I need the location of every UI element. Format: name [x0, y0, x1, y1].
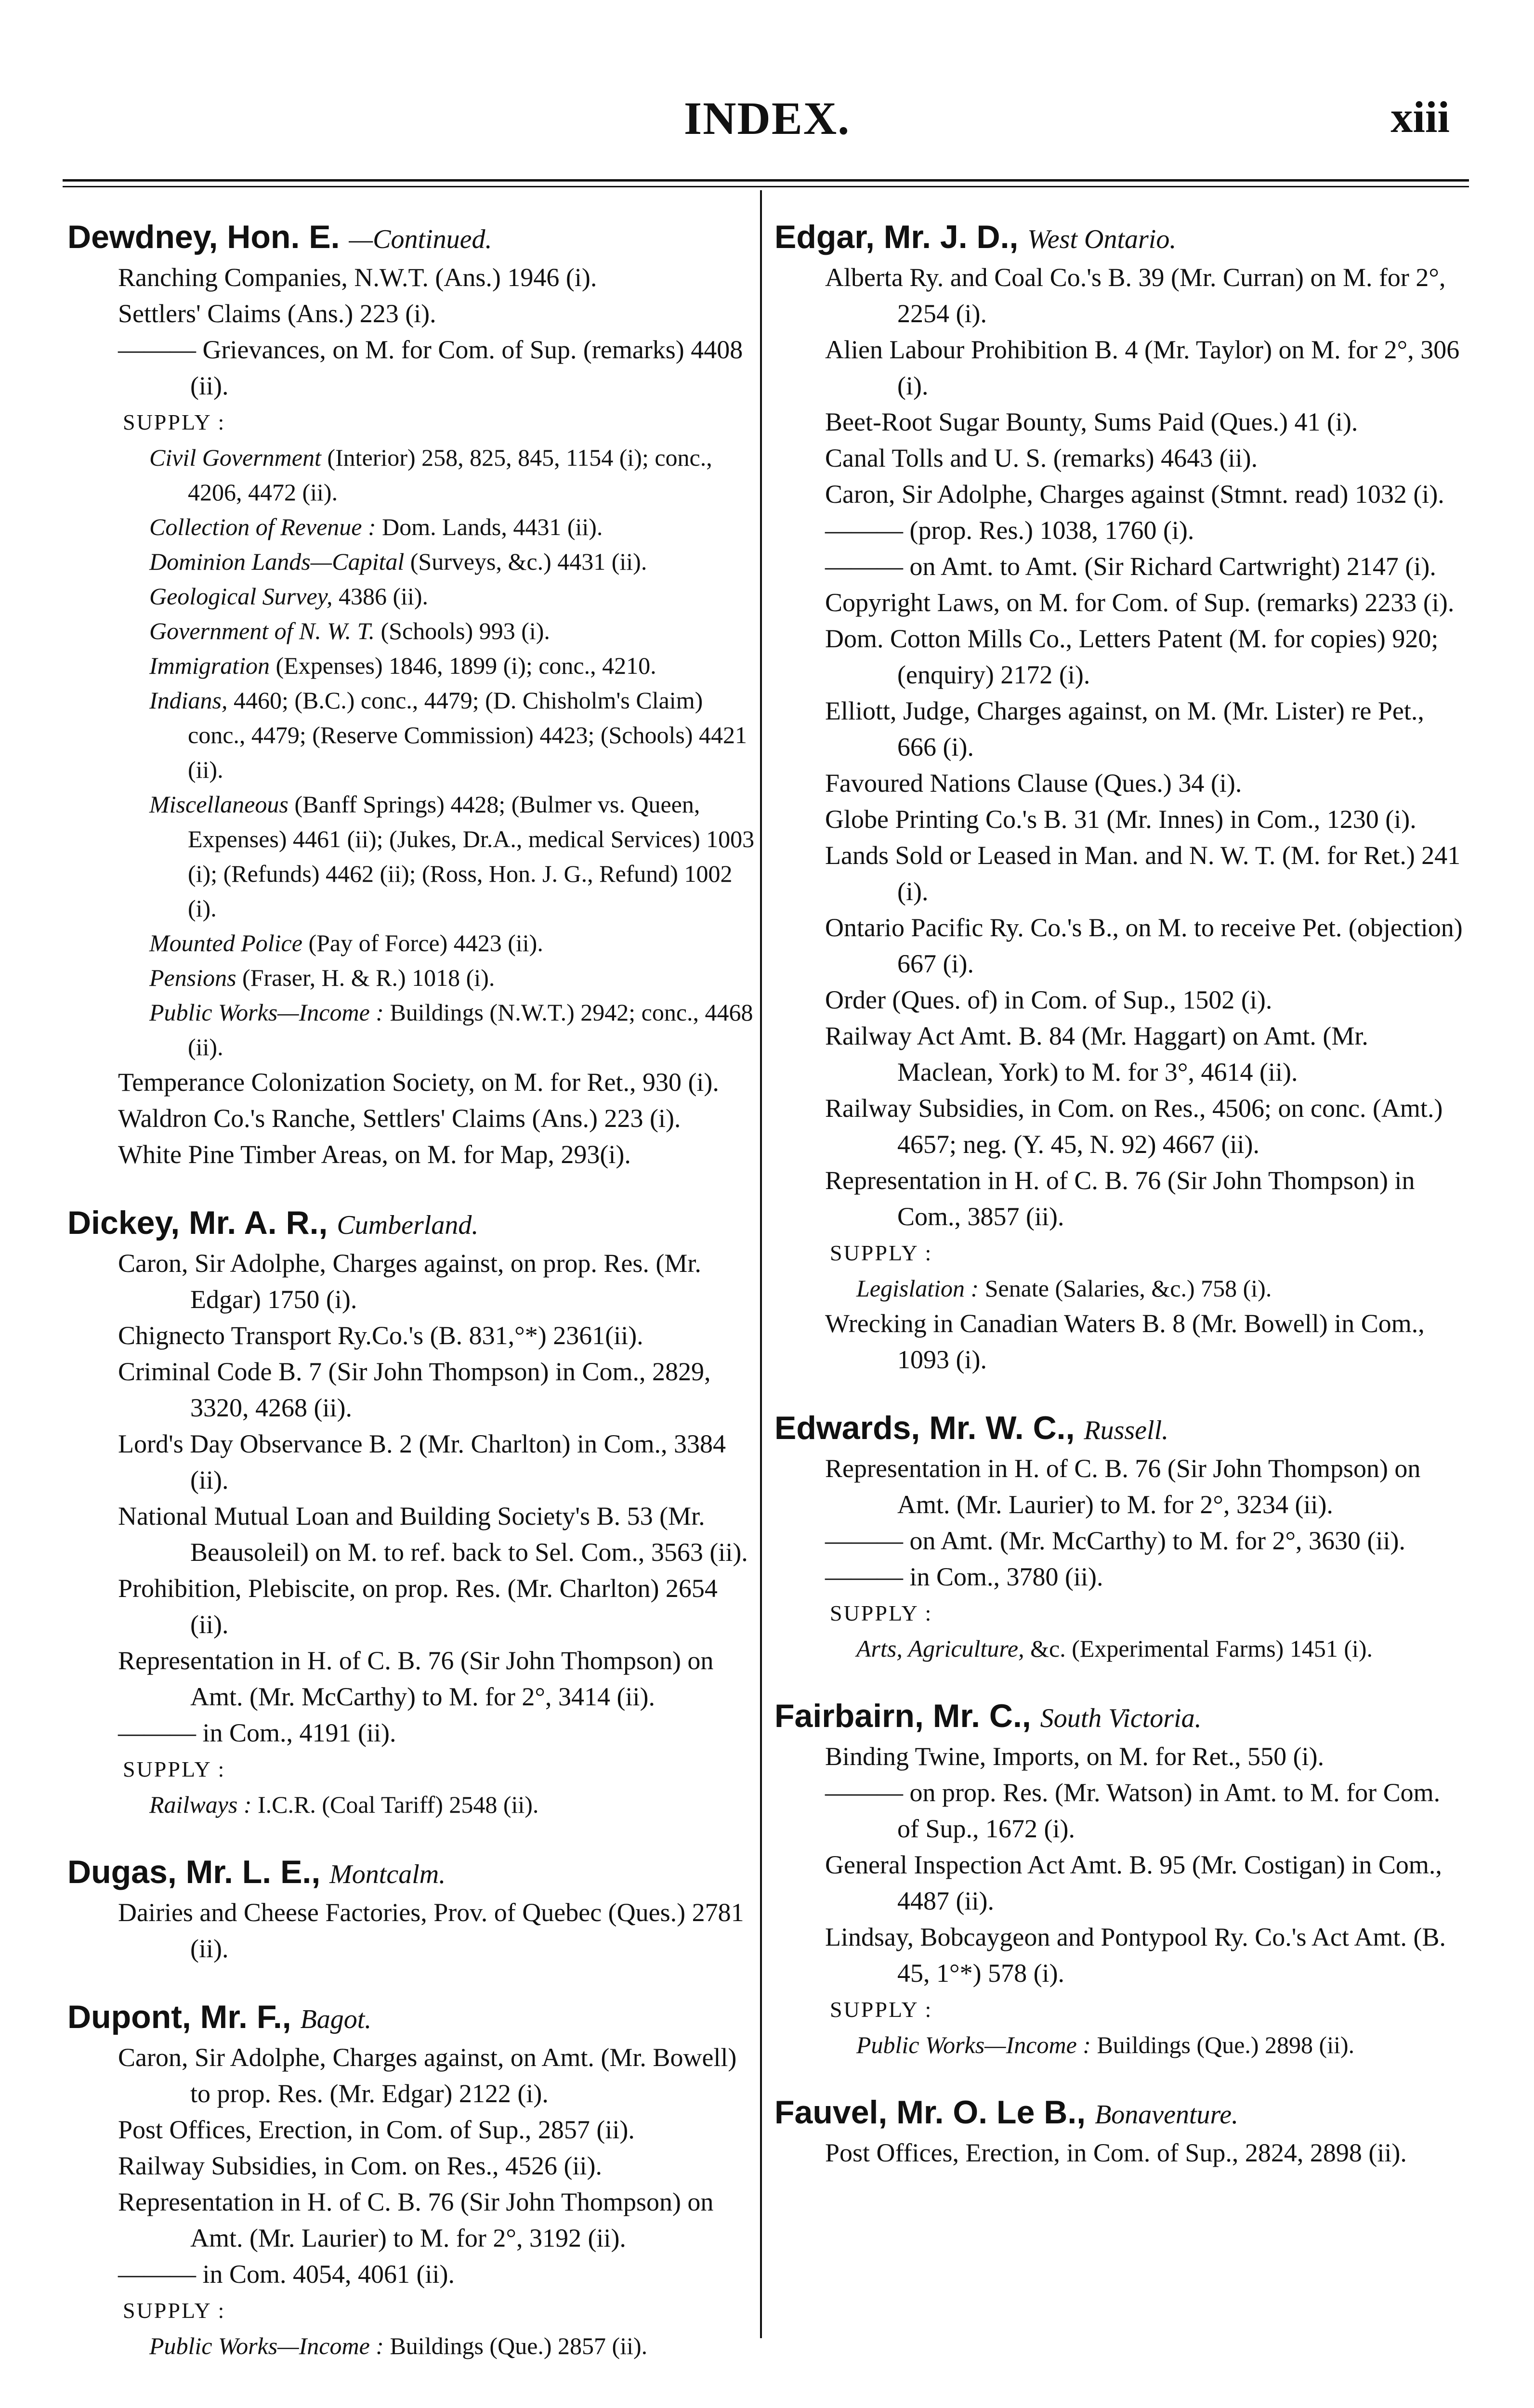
index-line: Railway Subsidies, in Com. on Res., 4526 (ii).: [118, 2151, 602, 2180]
index-entry: [774, 1408, 1468, 1666]
supply-item-head: Public Works—Income :: [149, 999, 384, 1026]
index-line: Ranching Companies, N.W.T. (Ans.) 1946 (i).: [118, 263, 597, 292]
right-column: [774, 217, 1468, 2201]
index-line: Canal Tolls and U. S. (remarks) 4643 (ii).: [825, 444, 1258, 472]
index-entry: [774, 2092, 1468, 2171]
index-line: Copyright Laws, on M. for Com. of Sup. (remarks) 2233 (i).: [825, 588, 1455, 617]
member-name-text: Dewdney, Hon. E.: [67, 219, 340, 255]
supply-item: [67, 579, 761, 614]
index-line: Order (Ques. of) in Com. of Sup., 1502 (i).: [825, 985, 1272, 1014]
supply-item-head: Miscellaneous: [149, 791, 288, 818]
member-name-text: Dugas, Mr. L. E.,: [67, 1854, 321, 1890]
supply-heading: SUPPLY :: [123, 410, 226, 434]
supply-item-head: Legislation :: [856, 1275, 979, 1302]
index-line: Representation in H. of C. B. 76 (Sir John Thompson) in Com., 3857 (ii).: [825, 1166, 1415, 1231]
index-line: Post Offices, Erection, in Com. of Sup., 2824, 2898 (ii).: [825, 2138, 1407, 2167]
index-line: ——— on Amt. to Amt. (Sir Richard Cartwright) 2147 (i).: [825, 552, 1436, 581]
index-line: Settlers' Claims (Ans.) 223 (i).: [118, 299, 436, 328]
constituency: Russell.: [1084, 1415, 1169, 1445]
constituency: Montcalm.: [329, 1859, 446, 1889]
index-entry: [774, 1696, 1468, 2062]
constituency: Bagot.: [300, 2004, 372, 2034]
supply-item: [67, 960, 761, 995]
member-name: [774, 2092, 1468, 2135]
index-line: ——— (prop. Res.) 1038, 1760 (i).: [825, 516, 1194, 545]
member-name-text: Fauvel, Mr. O. Le B.,: [774, 2094, 1086, 2131]
page-title: INDEX.: [683, 92, 851, 144]
supply-item-head: Pensions: [149, 964, 236, 991]
supply-item-text: I.C.R. (Coal Tariff) 2548 (ii).: [251, 1791, 539, 1818]
member-name-text: Dickey, Mr. A. R.,: [67, 1204, 328, 1241]
index-line: Binding Twine, Imports, on M. for Ret., 550 (i).: [825, 1742, 1324, 1771]
supply-item-text: (Schools) 993 (i).: [375, 617, 550, 644]
member-name: [774, 217, 1468, 260]
index-line: Caron, Sir Adolphe, Charges against, on Amt. (Mr. Bowell) to prop. Res. (Mr. Edgar) 2122 (i).: [118, 2043, 737, 2108]
index-line: Chignecto Transport Ry.Co.'s (B. 831,°*) 2361(ii).: [118, 1321, 643, 1350]
index-line: Lord's Day Observance B. 2 (Mr. Charlton) in Com., 3384 (ii).: [118, 1429, 726, 1494]
supply-item-text: (Pay of Force) 4423 (ii).: [302, 929, 543, 956]
supply-item-head: Mounted Police: [149, 929, 302, 956]
supply-item-text: (Banff Springs) 4428; (Bulmer vs. Queen, Expenses) 4461 (ii); (Jukes, Dr.A., medical Services) 1003 (i); (Refunds) 4462 (ii); (Ross, Hon. J. G., Refund) 1002 (i).: [188, 791, 755, 922]
member-name: [774, 1408, 1468, 1451]
supply-item: [67, 683, 761, 787]
supply-item: [67, 926, 761, 960]
index-line: Representation in H. of C. B. 76 (Sir John Thompson) on Amt. (Mr. Laurier) to M. for 2°, 3192 (ii).: [118, 2187, 714, 2252]
index-line: Elliott, Judge, Charges against, on M. (Mr. Lister) re Pet., 666 (i).: [825, 696, 1424, 761]
supply-item-text: (Surveys, &c.) 4431 (ii).: [404, 548, 647, 575]
index-line: Dom. Cotton Mills Co., Letters Patent (M. for copies) 920; (enquiry) 2172 (i).: [825, 624, 1439, 689]
supply-item-head: Immigration: [149, 652, 270, 679]
index-line: Railway Act Amt. B. 84 (Mr. Haggart) on Amt. (Mr. Maclean, York) to M. for 3°, 4614 (ii).: [825, 1021, 1368, 1086]
index-line: Temperance Colonization Society, on M. for Ret., 930 (i).: [118, 1068, 719, 1097]
member-name: [67, 1203, 761, 1245]
supply-heading: SUPPLY :: [830, 1241, 933, 1265]
header-rule-thin: [63, 186, 1469, 187]
index-line: General Inspection Act Amt. B. 95 (Mr. Costigan) in Com., 4487 (ii).: [825, 1850, 1442, 1915]
index-line: Lindsay, Bobcaygeon and Pontypool Ry. Co.'s Act Amt. (B. 45, 1°*) 578 (i).: [825, 1923, 1446, 1988]
index-line: Prohibition, Plebiscite, on prop. Res. (Mr. Charlton) 2654 (ii).: [118, 1574, 718, 1639]
index-line: White Pine Timber Areas, on M. for Map, 293(i).: [118, 1140, 631, 1169]
supply-item-text: (Expenses) 1846, 1899 (i); conc., 4210.: [270, 652, 656, 679]
index-line: ——— in Com., 4191 (ii).: [118, 1718, 396, 1747]
member-name: [67, 1997, 761, 2040]
supply-item-head: Civil Government: [149, 444, 321, 471]
index-line: Railway Subsidies, in Com. on Res., 4506; on conc. (Amt.) 4657; neg. (Y. 45, N. 92) 4667 (ii).: [825, 1094, 1443, 1159]
index-line: ——— Grievances, on M. for Com. of Sup. (remarks) 4408 (ii).: [118, 335, 743, 400]
member-name: [774, 1696, 1468, 1739]
member-name: [67, 1852, 761, 1895]
supply-item-head: Indians,: [149, 687, 228, 714]
index-line: ——— on Amt. (Mr. McCarthy) to M. for 2°, 3630 (ii).: [825, 1526, 1406, 1555]
supply-item-text: 4386 (ii).: [332, 583, 429, 610]
index-line: ——— in Com., 3780 (ii).: [825, 1562, 1103, 1591]
supply-item: [67, 648, 761, 683]
supply-item-head: Public Works—Income :: [856, 2031, 1091, 2058]
supply-item-text: (Fraser, H. & R.) 1018 (i).: [236, 964, 495, 991]
supply-heading: SUPPLY :: [123, 1757, 226, 1781]
supply-item: [67, 1787, 761, 1822]
header-rule: [63, 179, 1469, 182]
supply-item-head: Arts, Agriculture,: [856, 1635, 1024, 1662]
index-entry: [67, 1852, 761, 1967]
page-header: [0, 92, 1534, 159]
left-column: [67, 217, 761, 2393]
constituency: South Victoria.: [1040, 1703, 1202, 1733]
supply-item: [67, 614, 761, 648]
constituency: Cumberland.: [337, 1210, 479, 1240]
supply-item-text: Buildings (N.W.T.) 2942; conc., 4468 (ii).: [188, 999, 753, 1060]
index-line: Alien Labour Prohibition B. 4 (Mr. Taylor) on M. for 2°, 306 (i).: [825, 335, 1460, 400]
supply-item: [774, 2028, 1468, 2062]
supply-item: [774, 1631, 1468, 1666]
index-entry: [67, 1203, 761, 1822]
index-line: Lands Sold or Leased in Man. and N. W. T. (M. for Ret.) 241 (i).: [825, 841, 1461, 906]
index-line: Beet-Root Sugar Bounty, Sums Paid (Ques.) 41 (i).: [825, 407, 1358, 436]
member-name-text: Edgar, Mr. J. D.,: [774, 219, 1019, 255]
supply-item-head: Geological Survey,: [149, 583, 333, 610]
index-line: Wrecking in Canadian Waters B. 8 (Mr. Bowell) in Com., 1093 (i).: [825, 1309, 1425, 1374]
supply-item: [774, 1271, 1468, 1306]
supply-item-text: &c. (Experimental Farms) 1451 (i).: [1024, 1635, 1373, 1662]
index-line: Criminal Code B. 7 (Sir John Thompson) in Com., 2829, 3320, 4268 (ii).: [118, 1357, 711, 1422]
index-entry: [67, 217, 761, 1173]
index-line: Ontario Pacific Ry. Co.'s B., on M. to receive Pet. (objection) 667 (i).: [825, 913, 1463, 978]
index-line: ——— in Com. 4054, 4061 (ii).: [118, 2260, 455, 2289]
member-name-text: Fairbairn, Mr. C.,: [774, 1698, 1031, 1734]
index-line: Representation in H. of C. B. 76 (Sir John Thompson) on Amt. (Mr. Laurier) to M. for 2°, 3234 (ii).: [825, 1454, 1421, 1519]
supply-item-text: 4460; (B.C.) conc., 4479; (D. Chisholm's Claim) conc., 4479; (Reserve Commission) 4423; (Schools) 4421 (ii).: [188, 687, 747, 783]
index-line: Representation in H. of C. B. 76 (Sir John Thompson) on Amt. (Mr. McCarthy) to M. for 2°, 3414 (ii).: [118, 1646, 714, 1711]
supply-item: [67, 510, 761, 544]
supply-item-text: Buildings (Que.) 2857 (ii).: [383, 2332, 648, 2359]
index-line: Caron, Sir Adolphe, Charges against (Stmnt. read) 1032 (i).: [825, 480, 1444, 509]
index-line: Dairies and Cheese Factories, Prov. of Quebec (Ques.) 2781 (ii).: [118, 1898, 744, 1963]
supply-item: [67, 544, 761, 579]
supply-item-text: Dom. Lands, 4431 (ii).: [376, 513, 603, 540]
index-line: Globe Printing Co.'s B. 31 (Mr. Innes) in Com., 1230 (i).: [825, 805, 1416, 834]
supply-item-head: Public Works—Income :: [149, 2332, 384, 2359]
supply-item: [67, 440, 761, 510]
constituency: Bonaventure.: [1095, 2100, 1239, 2130]
supply-item-head: Government of N. W. T.: [149, 617, 375, 644]
index-line: Post Offices, Erection, in Com. of Sup., 2857 (ii).: [118, 2115, 635, 2144]
index-line: Alberta Ry. and Coal Co.'s B. 39 (Mr. Curran) on M. for 2°, 2254 (i).: [825, 263, 1446, 328]
supply-item-text: (Interior) 258, 825, 845, 1154 (i); conc., 4206, 4472 (ii).: [188, 444, 712, 506]
constituency: —Continued.: [349, 224, 492, 254]
supply-item-text: Buildings (Que.) 2898 (ii).: [1090, 2031, 1355, 2058]
index-entry: [67, 1997, 761, 2363]
supply-heading: SUPPLY :: [123, 2298, 226, 2323]
index-line: ——— on prop. Res. (Mr. Watson) in Amt. to M. for Com. of Sup., 1672 (i).: [825, 1778, 1441, 1843]
supply-item-head: Collection of Revenue :: [149, 513, 376, 540]
supply-item-head: Dominion Lands—Capital: [149, 548, 405, 575]
supply-item: [67, 995, 761, 1064]
index-line: National Mutual Loan and Building Society's B. 53 (Mr. Beausoleil) on M. to ref. back to Sel. Com., 3563 (ii).: [118, 1502, 748, 1567]
page-number: xiii: [1390, 92, 1450, 142]
supply-item: [67, 787, 761, 926]
supply-item-text: Senate (Salaries, &c.) 758 (i).: [979, 1275, 1272, 1302]
supply-item: [67, 2329, 761, 2363]
index-entry: [774, 217, 1468, 1378]
constituency: West Ontario.: [1027, 224, 1177, 254]
member-name-text: Dupont, Mr. F.,: [67, 1999, 291, 2035]
member-name: [67, 217, 761, 260]
supply-heading: SUPPLY :: [830, 1601, 933, 1625]
index-line: Waldron Co.'s Ranche, Settlers' Claims (Ans.) 223 (i).: [118, 1104, 681, 1133]
supply-item-head: Railways :: [149, 1791, 252, 1818]
index-line: Caron, Sir Adolphe, Charges against, on prop. Res. (Mr. Edgar) 1750 (i).: [118, 1249, 701, 1314]
supply-heading: SUPPLY :: [830, 1997, 933, 2022]
member-name-text: Edwards, Mr. W. C.,: [774, 1410, 1075, 1446]
index-line: Favoured Nations Clause (Ques.) 34 (i).: [825, 769, 1242, 798]
